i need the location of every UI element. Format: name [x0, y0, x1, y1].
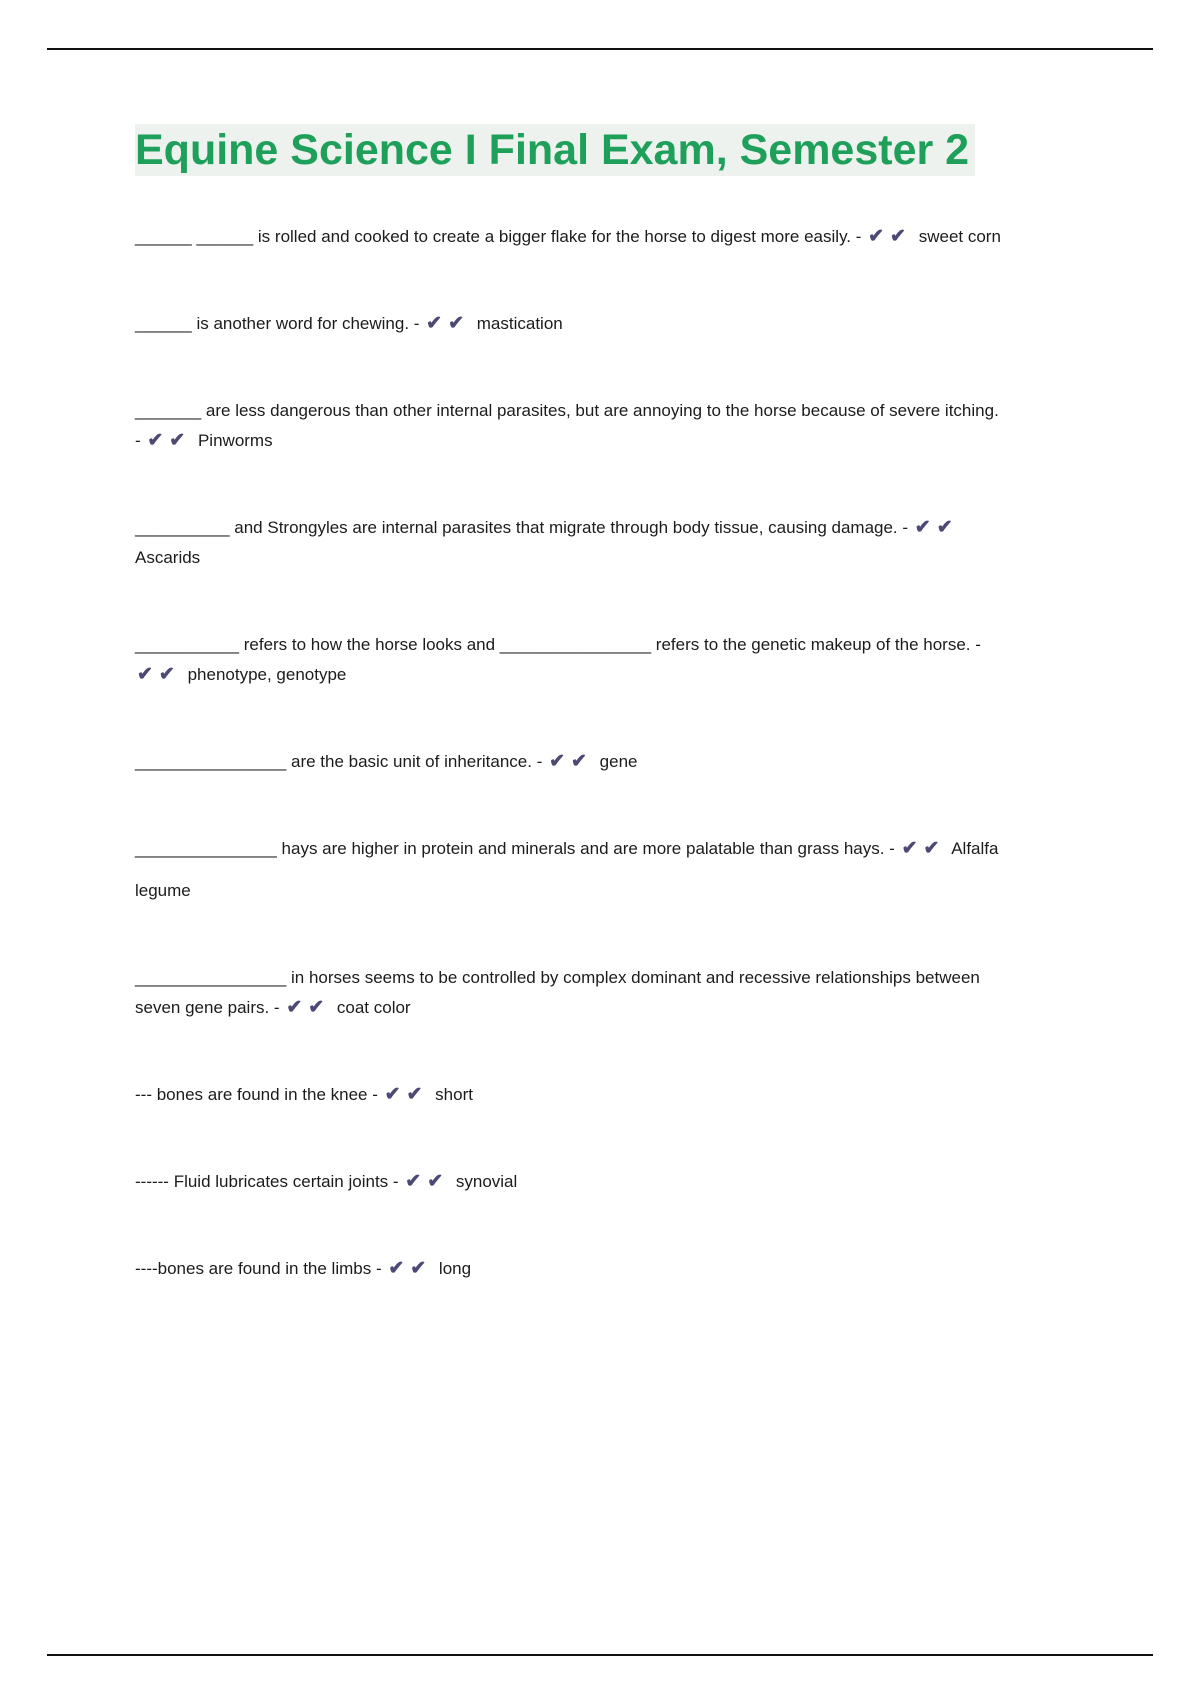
answer-extra: legume	[135, 881, 191, 900]
bottom-rule	[47, 1654, 1153, 1656]
answer-text: phenotype, genotype	[187, 665, 347, 684]
qa-item	[135, 630, 1003, 690]
question-text: __________ and Strongyles are internal parasites that migrate through body tissue, causing damage. -	[135, 518, 913, 537]
question-text: _______________ hays are higher in protein and minerals and are more palatable than grass hays. -	[135, 839, 900, 858]
double-check-icon: ✔✔	[286, 997, 331, 1018]
qa-item	[135, 747, 1003, 777]
double-check-icon: ✔✔	[147, 430, 192, 451]
question-text: --- bones are found in the knee -	[135, 1085, 383, 1104]
question-text: ___________ refers to how the horse looks and ________________ refers to the genetic makeup of the horse. -	[135, 635, 981, 654]
question-text: ______ is another word for chewing. -	[135, 314, 425, 333]
answer-text: synovial	[455, 1172, 518, 1191]
answer-text: mastication	[476, 314, 563, 333]
question-text: ________________ in horses seems to be controlled by complex dominant and recessive relationships between seven gene pairs. -	[135, 968, 980, 1017]
double-check-icon: ✔✔	[384, 1084, 429, 1105]
question-text: ----bones are found in the limbs -	[135, 1259, 387, 1278]
question-text: _______ are less dangerous than other internal parasites, but are annoying to the horse because of severe itching. -	[135, 401, 999, 450]
answer-text: Alfalfa	[951, 839, 999, 858]
answer-text: sweet corn	[918, 227, 1001, 246]
top-rule	[47, 48, 1153, 50]
answer-text: Pinworms	[197, 431, 273, 450]
double-check-icon: ✔✔	[549, 751, 593, 772]
page-title	[135, 124, 1003, 176]
qa-item	[135, 222, 1003, 252]
double-check-icon: ✔✔	[388, 1258, 433, 1279]
double-check-icon: ✔✔	[426, 313, 471, 334]
question-text: ------ Fluid lubricates certain joints -	[135, 1172, 404, 1191]
double-check-icon: ✔✔	[901, 838, 946, 859]
qa-item	[135, 309, 1003, 339]
answer-text: short	[435, 1085, 473, 1104]
answer-text: gene	[599, 752, 638, 771]
double-check-icon: ✔✔	[405, 1171, 450, 1192]
double-check-icon: ✔✔	[868, 226, 912, 247]
answer-text: long	[438, 1259, 472, 1278]
qa-item	[135, 834, 1003, 906]
answer-text: coat color	[336, 998, 411, 1017]
qa-item	[135, 513, 1003, 573]
qa-item	[135, 963, 1003, 1023]
qa-item	[135, 1167, 1003, 1197]
qa-item	[135, 1080, 1003, 1110]
answer-text: Ascarids	[135, 548, 201, 567]
qa-item	[135, 1254, 1003, 1284]
double-check-icon: ✔✔	[137, 664, 181, 685]
page-content	[135, 124, 1003, 1341]
double-check-icon: ✔✔	[914, 517, 959, 538]
question-text: ________________ are the basic unit of inheritance. -	[135, 752, 548, 771]
question-text: ______ ______ is rolled and cooked to create a bigger flake for the horse to digest more easily. -	[135, 227, 867, 246]
qa-list	[135, 222, 1003, 1284]
qa-item	[135, 396, 1003, 456]
page-title-text: Equine Science I Final Exam, Semester 2	[135, 124, 975, 176]
